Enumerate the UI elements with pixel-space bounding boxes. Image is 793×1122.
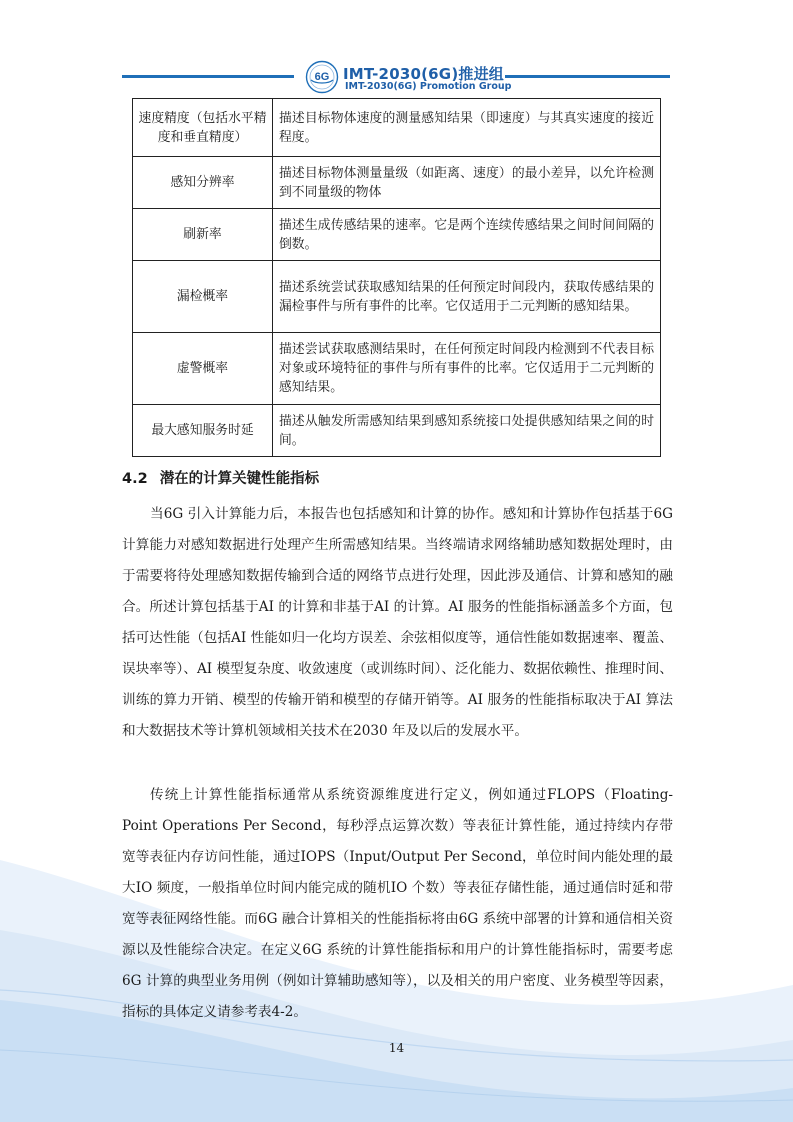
header-rule-left [122,75,294,78]
metric-term: 刷新率 [133,209,273,261]
metric-description: 描述系统尝试获取感知结果的任何预定时间段内，获取传感结果的漏检事件与所有事件的比率。它仅适用于二元判断的感知结果。 [273,261,661,333]
section-number: 4.2 [122,471,148,487]
page-number: 14 [388,1041,405,1055]
org-subtitle: IMT-2030(6G) Promotion Group [345,81,512,92]
header-rule-right [505,75,670,78]
metric-term: 漏检概率 [133,261,273,333]
table-row [133,209,661,261]
section-title: 潜在的计算关键性能指标 [159,471,320,487]
metric-description: 描述尝试获取感测结果时，在任何预定时间段内检测到不代表目标对象或环境特征的事件与所有事件的比率。它仅适用于二元判断的感知结果。 [273,333,661,405]
metric-description: 描述目标物体速度的测量感知结果（即速度）与其真实速度的接近程度。 [273,99,661,157]
table-row [133,157,661,209]
section-heading [122,467,319,488]
body-paragraph: 当6G 引入计算能力后，本报告也包括感知和计算的协作。感知和计算协作包括基于6G 计算能力对感知数据进行处理产生所需感知结果。当终端请求网络辅助感知数据处理时，由于需要将待处理感知数据传输到合适的网络节点进行处理，因此涉及通信、计算和感知的融合。所述计算包括基于AI 的计算和非基于AI 的计算。AI 服务的性能指标涵盖多个方面，包括可达性能（包括AI 性能如归一化均方误差、余弦相似度等，通信性能如数据速率、覆盖、误块率等）、AI 模型复杂度、收敛速度（或训练时间）、泛化能力、数据依赖性、推理时间、训练的算力开销、模型的传输开销和模型的存储开销等。AI 服务的性能指标取决于AI 算法和大数据技术等计算机领域相关技术在2030 年及以后的发展水平。 [122,506,673,739]
metric-term: 虚警概率 [133,333,273,405]
metric-description: 描述生成传感结果的速率。它是两个连续传感结果之间时间间隔的倒数。 [273,209,661,261]
table-row [133,261,661,333]
table-row [133,333,661,405]
metric-term: 速度精度（包括水平精度和垂直精度） [133,99,273,157]
org-title: IMT-2030(6G)推进组 [343,65,504,83]
metric-description: 描述从触发所需感知结果到感知系统接口处提供感知结果之间的时间。 [273,405,661,457]
sensing-metrics-table [132,98,661,457]
page-header [0,58,793,98]
table-row [133,405,661,457]
table-row [133,99,661,157]
metric-description: 描述目标物体测量量级（如距离、速度）的最小差异，以允许检测到不同量级的物体 [273,157,661,209]
metric-term: 感知分辨率 [133,157,273,209]
metric-term: 最大感知服务时延 [133,405,273,457]
6g-logo-icon [305,60,339,94]
logo-badge-text: 6G [314,71,330,83]
body-paragraph: 传统上计算性能指标通常从系统资源维度进行定义，例如通过FLOPS（Floating-Point Operations Per Second，每秒浮点运算次数）等表征计算性能，通过持续内存带宽等表征内存访问性能，通过IOPS（Input/Output Per Second，单位时间内能处理的最大IO 频度，一般指单位时间内能完成的随机IO 个数）等表征存储性能，通过通信时延和带宽等表征网络性能。而6G 融合计算相关的性能指标将由6G 系统中部署的计算和通信相关资源以及性能综合决定。在定义6G 系统的计算性能指标和用户的计算性能指标时，需要考虑6G 计算的典型业务用例（例如计算辅助感知等），以及相关的用户密度、业务模型等因素，指标的具体定义请参考表4-2。 [122,787,673,1020]
